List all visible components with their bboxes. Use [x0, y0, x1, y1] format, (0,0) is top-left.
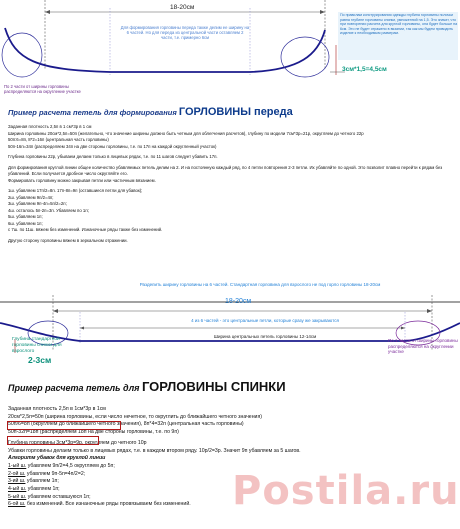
front-step: 1ш. убавляем 17п/2=8п. 17п-8п=9п (оставшиеся петли для убавок); — [8, 188, 143, 193]
top-depth-label: 3см*1,5=4,5см — [342, 66, 387, 73]
top-width-label: 18-20см — [170, 4, 195, 11]
back-neckline-diagram — [0, 275, 460, 380]
front-step: 3ш. убавляем 9п-4п=5п/2=2п; — [8, 201, 67, 206]
highlight-box — [7, 436, 99, 445]
front-step-list — [8, 188, 456, 234]
front-p7: Другую сторону горловины вяжем в зеркальном отражении. — [8, 237, 128, 243]
back-l1: 20см*2,5п=50п (ширина горловины, если число нечетное, то округлить до ближайшего четного значения) — [8, 413, 262, 420]
back-l5: Убавки горловины делаем только в лицевых рядах, т.е. в каждом втором ряду. 10р/2=3р. Значит 9п убавляем за 5 шагов. — [8, 447, 301, 454]
back-step: 3-ий ш. убавляем 1п; — [8, 478, 59, 485]
back-heading-prefix: Пример расчета петель для — [8, 383, 140, 393]
front-step: с 7ш. по 11ш. вяжем без изменений. Изнаночные ряды также без изменений. — [8, 227, 163, 232]
front-heading-prefix: Пример расчета петель для формирования — [8, 108, 177, 117]
middle-depth-label: 2-3см — [28, 355, 52, 365]
middle-left-note: Глубина стандартной горловины спинки для взрослого — [12, 337, 62, 354]
front-step: 2ш. убавляем 9п/2=4п; — [8, 194, 54, 200]
front-p4: Глубина горловины 22р, убываем делаем только в лицевых рядах, т.е. по 11 шагов следует убавить 17п. — [8, 154, 218, 159]
back-l3: 50п-32п=18п (распределяем 18п на две стороны горловины, т.е. по 9п) — [8, 429, 179, 436]
front-p1: Ширина горловины 20см*2,5п=50п (желательно, что значение ширины должно быть четным для облегчения расчетов), глубину по модели 7см*3р=21р, округляем до четного 22р — [8, 130, 364, 136]
back-step: 2-ой ш. убавляем 9п-5п=4п/2=2; — [8, 470, 86, 477]
front-p5: Для формирования круглой линии общее количество убавляемых петель делим на 2. И на постоянную каждый ряд, по 4 петли повторения 2-3 петли. Их убавляйте по одной. Это позволит плавно перейти к рядам без убавлений. Если получается дробное число округляйте его. — [8, 164, 443, 176]
top-center-note: Для формирования горловины переда также делим ее ширину на 6 частей. Но для переда из центральной части оставляем 2 части, т.е. примерно 6см — [120, 25, 250, 41]
front-p6: Формировать горловину можно закрывая петли или частичным вязанием. — [8, 177, 156, 183]
back-heading — [8, 379, 448, 394]
front-step: 6ш. убавляем 1п; — [8, 220, 43, 226]
middle-width-label: 18-20см — [225, 298, 252, 305]
back-step: 4-ый ш. убавляем 1п; — [8, 486, 60, 493]
back-algo-title: Алгоритм убавок для круглой линии — [8, 455, 106, 462]
front-heading — [8, 106, 448, 118]
back-l4: Глубина горловины 3см*3р=9р, округляем до четного 10р — [8, 439, 147, 446]
front-heading-main: ГОРЛОВИНЫ переда — [178, 106, 293, 118]
front-body — [8, 124, 456, 244]
back-heading-main: ГОРЛОВИНЫ СПИНКИ — [141, 379, 286, 394]
front-density: Заданная плотность 2,5п в 1 см*3р в 1 см — [8, 124, 92, 129]
postila-watermark: Postila.ru — [232, 468, 460, 514]
top-right-note: По правилам конструирования одежды глубина горловины полочки равна глубине горловины спинки, умноженной на 1,5. Это значит, что при повторении расчета для круглой горловины, она будет больше на 6см. Это не будет отражено в вязании, так как мы будем приводить изделие к необходимым размерам. — [340, 13, 458, 36]
middle-top-note: Разделить ширину горловины на 6 частей. Стандартная горловина для взрослого не под горло горловины 18-20см — [139, 282, 381, 287]
back-step: 6-ой ш. без изменений. Все изнаночные ряды провязываем без изменений. — [8, 501, 191, 508]
back-step: 5-ый ш. убавляем оставшуюся 1п; — [8, 493, 91, 500]
back-l2: 50п/6=8п (округляем до ближайшего четного значения), 8п*4=32п (центральная часть горловины) — [8, 421, 244, 428]
back-density: Заданная плотность 2,5п в 1см*3р в 1см — [8, 406, 106, 412]
middle-center-note: 4 из 6 частей - это центральные петли, которые сразу же закрываются — [191, 318, 339, 323]
back-step: 1-ый ш. убавляем 9п/2=4,5 округляем до 5п; — [8, 462, 115, 469]
front-step: 5ш. убавляем 1п; — [8, 214, 43, 219]
top-left-note: По 2 части от ширины горловины распределяются на округление участке — [4, 84, 81, 95]
middle-right-note: По 1 части от ширины горловины распределяются на округлении участке — [388, 338, 458, 355]
front-p3: 50п-16п=34п (распределяем 34п на две стороны горловины, т.е. по 17п на каждой округленный участок) — [8, 143, 217, 149]
front-step: 4ш. осталось 5п-2п=3п. Убавляем по 1п; — [8, 207, 89, 213]
highlight-box — [7, 421, 121, 430]
front-p2: 50п:6=8п, 8*2=16п (центральная часть горловины) — [8, 137, 109, 142]
middle-center-note2: Ширина центральных петель горловины 12-14см — [213, 334, 317, 339]
